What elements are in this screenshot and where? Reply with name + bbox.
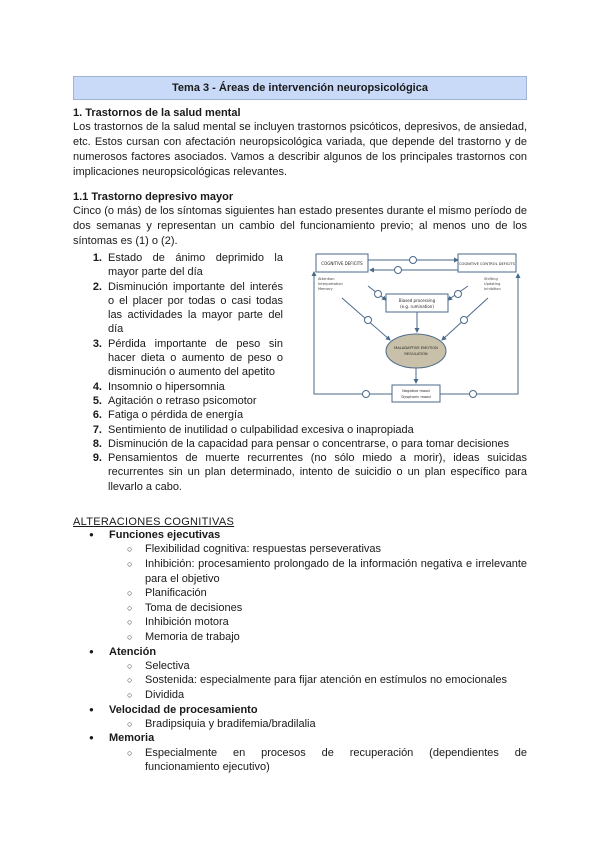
symptom-text: Sentimiento de inutilidad o culpabilidad excesiva o inapropiada bbox=[108, 423, 414, 436]
bullet-icon: ● bbox=[89, 530, 94, 540]
symptom-item bbox=[73, 251, 283, 280]
cognitive-item-text: Selectiva bbox=[145, 659, 190, 672]
symptom-number: 4. bbox=[92, 380, 102, 393]
cognitive-group-label: Velocidad de procesamiento bbox=[109, 703, 258, 716]
svg-text:REGULATION: REGULATION bbox=[404, 352, 428, 356]
cognitive-item-text: Inhibición motora bbox=[145, 616, 229, 629]
symptom-number: 1. bbox=[92, 252, 102, 264]
symptom-item bbox=[73, 280, 283, 337]
cognitive-item bbox=[109, 746, 527, 775]
section-heading: 1. Trastornos de la salud mental bbox=[73, 107, 241, 119]
cognitive-group bbox=[73, 731, 527, 774]
circle-bullet-icon: ○ bbox=[127, 747, 133, 758]
svg-text:AttentionInterpretationMemory: Attention Interpretation Memory bbox=[318, 277, 343, 291]
section-mental-health bbox=[73, 106, 527, 180]
symptom-item bbox=[73, 380, 283, 394]
symptom-item bbox=[73, 437, 527, 451]
cognitive-item-text: Planificación bbox=[145, 587, 207, 600]
bullet-icon: ● bbox=[89, 733, 94, 743]
cognitive-item-text: Sostenida: especialmente para fijar atención en estímulos no emocionales bbox=[145, 674, 507, 687]
symptom-number: 6. bbox=[92, 409, 102, 422]
cognitive-item bbox=[109, 601, 527, 616]
circle-bullet-icon: ○ bbox=[127, 660, 133, 671]
svg-text:Negative mood: Negative mood bbox=[402, 389, 430, 393]
circle-bullet-icon: ○ bbox=[127, 602, 133, 613]
symptom-item bbox=[73, 451, 527, 494]
symptom-text: Pensamientos de muerte recurrentes (no sólo miedo a morir), ideas suicidas recurrentes sin un plan determinado, intento de suicidio o un plan específico para llevarlo a cabo. bbox=[108, 452, 527, 493]
svg-text:Dysphoric mood: Dysphoric mood bbox=[401, 395, 431, 399]
section-text: Los trastornos de la salud mental se incluyen trastornos psicóticos, depresivos, de ansiedad, etc. Estos cursan con afectación neuropsicológica variada, que depende del trastorno y de numerosos factores asociados. Vamos a describir algunos de los principales trastornos con implicaciones neuropsicológicas relevantes. bbox=[73, 121, 527, 178]
symptom-item bbox=[73, 408, 283, 422]
bullet-icon: ● bbox=[89, 646, 94, 656]
bullet-icon: ● bbox=[89, 704, 94, 714]
cognitive-group bbox=[73, 703, 527, 732]
circle-bullet-icon: ○ bbox=[127, 718, 133, 729]
cognitive-item bbox=[109, 586, 527, 601]
cognitive-item-text: Bradipsiquia y bradifemia/bradilalia bbox=[145, 717, 316, 730]
cognitive-item-text: Inhibición: procesamiento prolongado de la información negativa e irrelevante para el objetivo bbox=[145, 557, 527, 585]
cognitive-item-text: Especialmente en procesos de recuperación (dependientes de funcionamiento ejecutivo) bbox=[145, 746, 527, 774]
cognitive-group-label: Atención bbox=[109, 645, 157, 658]
cognitive-heading: ALTERACIONES COGNITIVAS bbox=[73, 516, 235, 529]
svg-text:MALADAPTIVE EMOTION: MALADAPTIVE EMOTION bbox=[394, 346, 438, 350]
section-intro: Cinco (o más) de los síntomas siguientes han estado presentes durante el mismo período de dos semanas y representan un cambio del funcionamiento previo; al menos uno de los síntomas es (1) o (2). bbox=[73, 205, 527, 247]
page-title: Tema 3 - Áreas de intervención neuropsicológica bbox=[73, 76, 527, 100]
cognitive-item bbox=[109, 557, 527, 586]
circle-bullet-icon: ○ bbox=[127, 558, 133, 569]
cognitive-group-label: Memoria bbox=[109, 732, 155, 745]
circle-bullet-icon: ○ bbox=[127, 544, 133, 555]
symptom-item bbox=[73, 423, 527, 437]
mid-box-line1: Biased processing bbox=[398, 298, 436, 303]
cognitive-item bbox=[109, 659, 527, 674]
cognitive-group-label: Funciones ejecutivas bbox=[109, 529, 221, 542]
symptom-number: 7. bbox=[92, 423, 102, 436]
circle-bullet-icon: ○ bbox=[127, 631, 133, 642]
cognitive-item bbox=[109, 673, 527, 688]
symptom-text: Estado de ánimo deprimido la mayor parte del día bbox=[108, 252, 283, 279]
symptom-item bbox=[73, 394, 283, 408]
depression-model-diagram bbox=[308, 248, 524, 406]
symptom-number: 3. bbox=[92, 337, 102, 350]
left-box-label: COGNITIVE DEFICITS bbox=[321, 261, 363, 266]
symptom-text: Agitación o retraso psicomotor bbox=[108, 394, 257, 407]
symptom-text: Disminución importante del interés o el placer por todas o casi todas las actividades la mayor parte del día bbox=[108, 280, 283, 336]
cognitive-item-text: Toma de decisiones bbox=[145, 601, 243, 614]
cognitive-item-text: Dividida bbox=[145, 688, 185, 701]
cognitive-item bbox=[109, 688, 527, 703]
symptom-text: Pérdida importante de peso sin hacer dieta o aumento de peso o disminución o aumento del apetito bbox=[108, 337, 283, 379]
symptom-number: 8. bbox=[92, 437, 102, 450]
symptom-text: Disminución de la capacidad para pensar o concentrarse, o para tomar decisiones bbox=[108, 437, 510, 450]
right-box-label: COGNITIVE CONTROL DEFICITS bbox=[459, 262, 515, 266]
cognitive-item bbox=[109, 542, 527, 557]
symptom-number: 5. bbox=[92, 394, 102, 407]
cognitive-group bbox=[73, 645, 527, 703]
circle-bullet-icon: ○ bbox=[127, 588, 133, 599]
symptom-item bbox=[73, 337, 283, 380]
symptom-number: 2. bbox=[92, 280, 102, 293]
symptom-text: Insomnio o hipersomnia bbox=[108, 380, 225, 393]
cognitive-item bbox=[109, 630, 527, 645]
cognitive-item bbox=[109, 615, 527, 630]
cognitive-group bbox=[73, 528, 527, 644]
circle-bullet-icon: ○ bbox=[127, 689, 133, 700]
cognitive-list bbox=[73, 528, 527, 775]
symptom-text: Fatiga o pérdida de energía bbox=[108, 409, 244, 422]
symptom-number: 9. bbox=[92, 452, 102, 465]
circle-bullet-icon: ○ bbox=[127, 617, 133, 628]
section-heading: 1.1 Trastorno depresivo mayor bbox=[73, 191, 234, 203]
svg-text:ShiftingUpdatingInhibition: Shifting Updating Inhibition bbox=[484, 277, 501, 291]
cognitive-item-text: Flexibilidad cognitiva: respuestas perseverativas bbox=[145, 543, 382, 556]
mid-box-line2: (e.g. rumination) bbox=[400, 304, 434, 309]
document-page bbox=[73, 76, 527, 775]
cognitive-item bbox=[109, 717, 527, 732]
cognitive-item-text: Memoria de trabajo bbox=[145, 630, 240, 643]
circle-bullet-icon: ○ bbox=[127, 675, 133, 686]
